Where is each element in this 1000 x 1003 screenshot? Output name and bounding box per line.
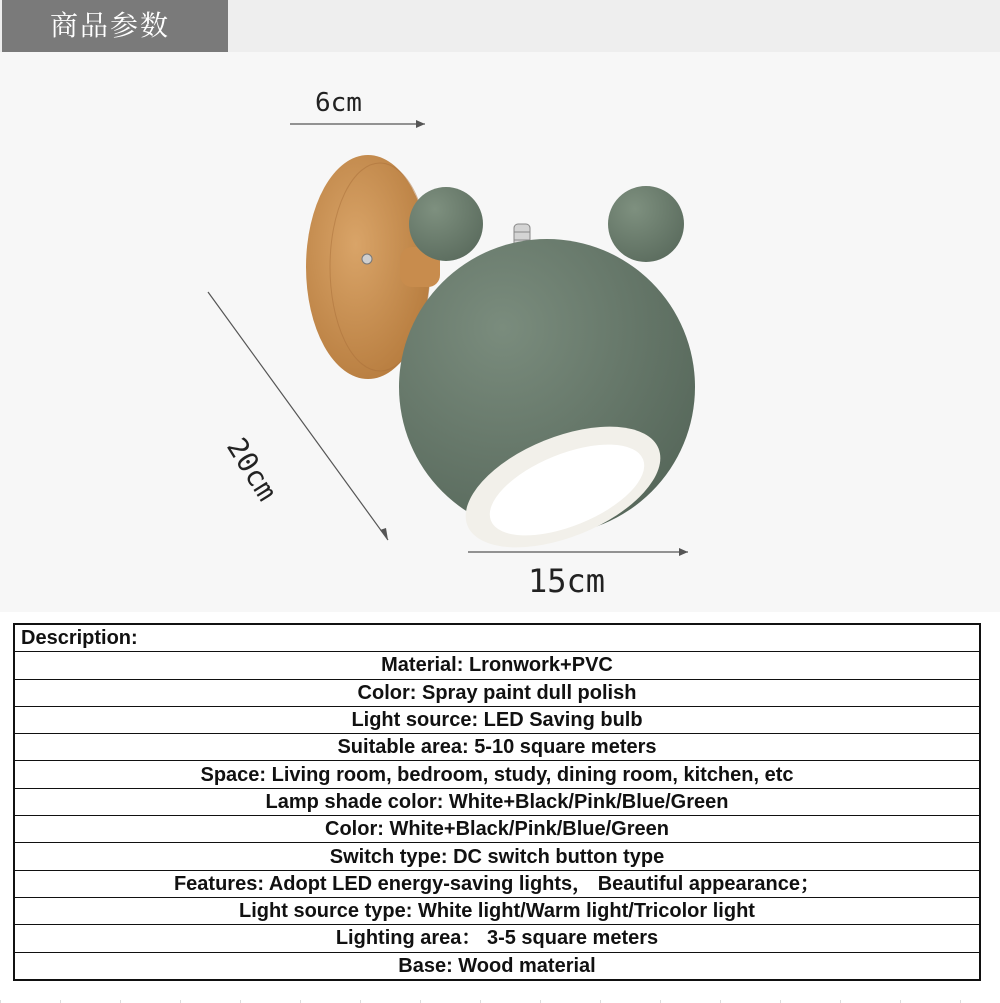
spec-cell: Light source type: White light/Warm light/Tricolor light: [14, 897, 980, 924]
table-row: [14, 897, 980, 924]
header-title: 商品参数: [2, 0, 228, 52]
lamp-shade: [399, 186, 695, 572]
spec-cell: Color: White+Black/Pink/Blue/Green: [14, 816, 980, 843]
table-row: [14, 952, 980, 980]
table-row: [14, 816, 980, 843]
dimension-arrow-bottom: [468, 548, 688, 556]
spec-cell: Suitable area: 5-10 square meters: [14, 734, 980, 761]
spec-cell: Lamp shade color: White+Black/Pink/Blue/Green: [14, 788, 980, 815]
spec-table: [13, 623, 981, 981]
spec-cell: Space: Living room, bedroom, study, dining room, kitchen, etc: [14, 761, 980, 788]
table-row: [14, 652, 980, 679]
dimension-label-diagonal: 20cm: [220, 432, 284, 507]
table-row: [14, 843, 980, 870]
table-row: [14, 706, 980, 733]
table-row: [14, 679, 980, 706]
table-row: [14, 761, 980, 788]
product-photo: [0, 52, 1000, 612]
spec-cell: Base: Wood material: [14, 952, 980, 980]
dimension-arrow-top: [290, 120, 425, 128]
spec-cell: Description:: [14, 624, 980, 652]
table-row: [14, 925, 980, 952]
spec-cell: Switch type: DC switch button type: [14, 843, 980, 870]
spec-cell: Material: Lronwork+PVC: [14, 652, 980, 679]
table-row: [14, 870, 980, 897]
table-row: [14, 734, 980, 761]
spec-cell: Features: Adopt LED energy-saving lights， Beautiful appearance；: [14, 870, 980, 897]
dimension-label-bottom: 15cm: [528, 562, 606, 600]
table-row: [14, 788, 980, 815]
spec-cell: Color: Spray paint dull polish: [14, 679, 980, 706]
lamp-illustration: [0, 52, 1000, 612]
spec-cell: Light source: LED Saving bulb: [14, 706, 980, 733]
spec-cell: Lighting area： 3-5 square meters: [14, 925, 980, 952]
dimension-label-top: 6cm: [315, 88, 362, 118]
table-row: [14, 624, 980, 652]
